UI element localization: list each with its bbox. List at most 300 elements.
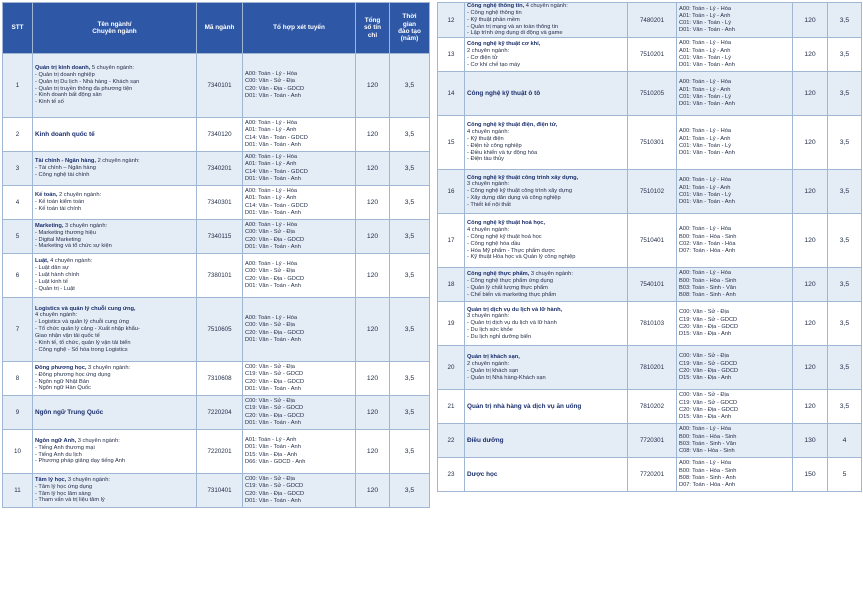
combo-cell	[243, 396, 356, 430]
specialization-item: - Công nghệ kỹ thuật công trình xây dựng	[467, 188, 572, 195]
combo-item: C00: Văn - Sử - Địa	[245, 476, 295, 483]
table-row	[438, 72, 862, 116]
major-count: 2 chuyên ngành:	[57, 192, 102, 199]
major-code: 7480201	[628, 3, 677, 38]
table-row	[438, 116, 862, 170]
combo-item: D01: Văn - Toán - Anh	[245, 282, 301, 289]
credits-value: 120	[793, 214, 828, 268]
combo-item: C20: Văn - Địa - GDCD	[679, 406, 739, 413]
major-cell	[465, 116, 628, 170]
combo-item: A01: Toán - Lý - Anh	[245, 161, 297, 168]
combo-cell	[677, 390, 793, 424]
combo-item: D15: Văn - Địa - Anh	[679, 330, 732, 337]
combo-item: C20: Văn - Địa - GDCD	[245, 329, 305, 336]
combo-item: B03: Toán - Sinh - Văn	[679, 440, 737, 447]
major-title: Công nghệ kỹ thuật cơ khí,	[467, 41, 541, 48]
duration-value: 3,5	[828, 116, 862, 170]
specialization-item: - Điện tử công nghiệp	[467, 142, 522, 149]
major-cell	[33, 152, 197, 186]
duration-value: 5	[828, 458, 862, 492]
header-major: Tên ngành/ Chuyên ngành	[33, 3, 197, 54]
specialization-item: - Quản trị truyền thông đa phương tiện	[35, 85, 133, 92]
credits-value: 120	[793, 170, 828, 214]
credits-value: 120	[356, 430, 390, 474]
row-number: 21	[438, 390, 465, 424]
major-cell	[465, 3, 628, 38]
combo-item: D01: Văn - Toán - Anh	[679, 149, 735, 156]
major-code: 7510301	[628, 116, 677, 170]
row-number: 11	[3, 474, 33, 508]
major-title: Tâm lý học,	[35, 476, 67, 483]
specialization-item: - Luật hành chính	[35, 272, 80, 279]
duration-value: 3,5	[390, 118, 430, 152]
row-number: 15	[438, 116, 465, 170]
major-count: 4 chuyên ngành:	[48, 258, 93, 265]
combo-item: D66: Văn - GDCD - Anh	[245, 458, 306, 465]
row-number: 23	[438, 458, 465, 492]
major-cell	[33, 430, 197, 474]
combo-item: D15: Văn - Địa - Anh	[245, 451, 298, 458]
major-title: Đông phương học,	[35, 364, 87, 371]
duration-value: 3,5	[390, 152, 430, 186]
combo-item: C00: Văn - Sử - Địa	[245, 268, 295, 275]
specialization-item: - Kế toán tài chính	[35, 205, 82, 212]
major-count: 3 chuyên ngành:	[86, 364, 131, 371]
major-title: Kế toán,	[35, 192, 58, 199]
specialization-item: - Quản trị - Luật	[35, 285, 75, 292]
combo-item: C20: Văn - Địa - GDCD	[245, 236, 305, 243]
combo-item: C08: Văn - Hóa - Sinh	[679, 447, 735, 454]
row-number: 3	[3, 152, 33, 186]
combo-item: C00: Văn - Sử - Địa	[245, 78, 295, 85]
major-count: 3 chuyên ngành:	[76, 437, 120, 444]
specialization-item: - Marketing thương hiệu	[35, 229, 96, 236]
major-cell	[465, 268, 628, 302]
combo-item: A00: Toán - Lý - Hóa	[679, 5, 732, 12]
row-number: 7	[3, 298, 33, 362]
specialization-item: - Kinh doanh bất động sản	[35, 92, 102, 99]
combo-item: A01: Toán - Lý - Anh	[245, 195, 297, 202]
combo-item: D01: Văn - Toán - Anh	[245, 209, 301, 216]
row-number: 19	[438, 302, 465, 346]
specialization-item: - Cơ điện tử	[467, 54, 498, 61]
combo-item: C20: Văn - Địa - GDCD	[245, 378, 305, 385]
credits-value: 120	[356, 152, 390, 186]
combo-item: C14: Văn - Toán - GDCD	[245, 168, 308, 175]
combo-cell	[243, 54, 356, 118]
major-cell	[33, 362, 197, 396]
combo-item: C20: Văn - Địa - GDCD	[245, 85, 305, 92]
major-title: Dược học	[467, 470, 498, 478]
specialization-item: - Tham vấn và trị liệu tâm lý	[35, 497, 105, 504]
major-code: 7340101	[197, 54, 243, 118]
major-count: 2 chuyên ngành:	[95, 158, 140, 165]
combo-item: A00: Toán - Lý - Hóa	[679, 128, 732, 135]
table-row	[438, 458, 862, 492]
combo-item: B08: Toán - Sinh - Anh	[679, 291, 736, 298]
specialization-item: - Luật kinh tế	[35, 278, 68, 285]
combo-item: D01: Văn - Toán - Anh	[245, 497, 301, 504]
admission-table-right	[437, 2, 862, 492]
combo-item: C00: Văn - Sử - Địa	[679, 353, 729, 360]
row-number: 16	[438, 170, 465, 214]
major-count: 3 chuyên ngành:	[66, 476, 110, 483]
table-row	[3, 186, 430, 220]
row-number: 6	[3, 254, 33, 298]
specialization-item: - Kỹ thuật phần mềm	[467, 16, 520, 23]
specialization-item: - Đông phương học ứng dụng	[35, 371, 111, 378]
table-row	[3, 396, 430, 430]
specialization-item: - Tâm lý học lâm sàng	[35, 490, 91, 497]
major-cell	[33, 118, 197, 152]
major-cell	[465, 38, 628, 72]
combo-item: C20: Văn - Địa - GDCD	[245, 490, 305, 497]
combo-item: A01: Toán - Lý - Anh	[679, 47, 731, 54]
table-row	[3, 430, 430, 474]
combo-item: A01: Toán - Lý - Anh	[679, 86, 731, 93]
major-cell	[33, 474, 197, 508]
combo-item: A00: Toán - Lý - Hóa	[245, 222, 298, 229]
major-code: 7510205	[628, 72, 677, 116]
major-code: 7340301	[197, 186, 243, 220]
major-title: Tài chính - Ngân hàng,	[35, 158, 96, 165]
combo-item: B00: Toán - Hóa - Sinh	[679, 233, 737, 240]
combo-item: C20: Văn - Địa - GDCD	[679, 323, 739, 330]
major-code: 7220204	[197, 396, 243, 430]
specialization-item: - Quản trị dịch vụ du lịch và lữ hành	[467, 320, 557, 327]
specialization-item: - Ngôn ngữ Hàn Quốc	[35, 385, 91, 392]
duration-value: 3,5	[390, 474, 430, 508]
table-row	[438, 214, 862, 268]
major-code: 7310608	[197, 362, 243, 396]
specialization-item: - Quản trị doanh nghiệp	[35, 71, 95, 78]
major-code: 7220201	[197, 430, 243, 474]
combo-item: B08: Toán - Sinh - Anh	[679, 474, 736, 481]
specialization-item: 3 chuyên ngành:	[467, 181, 510, 188]
combo-item: A00: Toán - Lý - Hóa	[679, 79, 732, 86]
specialization-item: - Điều khiển và tự động hóa	[467, 149, 538, 156]
specialization-item: - Công nghệ kỹ thuật hoá học	[467, 233, 542, 240]
combo-item: D07: Toán - Hóa - Anh	[679, 247, 736, 254]
table-row	[3, 362, 430, 396]
combo-item: C00: Văn - Sử - Địa	[679, 309, 729, 316]
combo-item: C19: Văn - Sử - GDCD	[679, 360, 738, 367]
specialization-item: - Công nghệ hóa dầu	[467, 240, 521, 247]
specialization-item: 4 chuyên ngành:	[467, 129, 510, 136]
combo-item: C02: Văn - Toán - Hóa	[679, 240, 736, 247]
duration-value: 3,5	[390, 186, 430, 220]
major-title: Kinh doanh quốc tế	[35, 130, 95, 138]
major-cell	[33, 54, 197, 118]
duration-value: 3,5	[390, 430, 430, 474]
duration-value: 3,5	[828, 268, 862, 302]
major-cell	[465, 170, 628, 214]
combo-item: A00: Toán - Lý - Hóa	[245, 188, 298, 195]
admission-table-left	[2, 2, 430, 508]
combo-item: D01: Văn - Toán - Anh	[679, 198, 735, 205]
major-count: 3 chuyên ngành:	[63, 222, 108, 229]
combo-cell	[677, 116, 793, 170]
major-code: 7340115	[197, 220, 243, 254]
major-cell	[465, 302, 628, 346]
duration-value: 3,5	[828, 38, 862, 72]
row-number: 13	[438, 38, 465, 72]
combo-item: D01: Văn - Toán - Anh	[245, 444, 301, 451]
table-row	[438, 390, 862, 424]
specialization-item: - Công nghệ tài chính	[35, 171, 90, 178]
combo-item: B00: Toán - Hóa - Sinh	[679, 277, 737, 284]
row-number: 9	[3, 396, 33, 430]
combo-cell	[243, 152, 356, 186]
combo-item: D15: Văn - Địa - Anh	[679, 374, 732, 381]
combo-item: A00: Toán - Lý - Hóa	[679, 177, 732, 184]
combo-cell	[243, 474, 356, 508]
duration-value: 3,5	[390, 254, 430, 298]
major-cell	[33, 254, 197, 298]
row-number: 18	[438, 268, 465, 302]
major-cell	[33, 396, 197, 430]
combo-item: C14: Văn - Toán - GDCD	[245, 134, 308, 141]
combo-item: A01: Toán - Lý - Anh	[679, 135, 731, 142]
row-number: 8	[3, 362, 33, 396]
specialization-item: - Tài chính – Ngân hàng	[35, 165, 96, 172]
combo-item: D01: Văn - Toán - Anh	[679, 100, 735, 107]
combo-item: A00: Toán - Lý - Hóa	[679, 226, 732, 233]
row-number: 10	[3, 430, 33, 474]
major-cell	[465, 390, 628, 424]
major-title: Công nghệ kỹ thuật công trình xây dựng,	[467, 174, 579, 181]
combo-cell	[677, 268, 793, 302]
specialization-item: - Chế biến và marketing thực phẩm	[467, 291, 557, 298]
combo-item: B00: Toán - Hóa - Sinh	[679, 467, 737, 474]
credits-value: 120	[793, 390, 828, 424]
major-code: 7310401	[197, 474, 243, 508]
major-title: Marketing,	[35, 222, 64, 229]
combo-item: A01: Toán - Lý - Anh	[245, 127, 297, 134]
combo-item: C00: Văn - Sử - Địa	[245, 398, 295, 405]
specialization-item: - Du lịch sức khỏe	[467, 327, 513, 334]
table-row	[438, 302, 862, 346]
credits-value: 120	[356, 362, 390, 396]
specialization-item: - Tâm lý học ứng dụng	[35, 483, 93, 490]
duration-value: 3,5	[828, 72, 862, 116]
major-title: Quản trị nhà hàng và dịch vụ ăn uống	[467, 402, 582, 410]
combo-item: D01: Văn - Toán - Anh	[245, 175, 301, 182]
credits-value: 120	[356, 396, 390, 430]
major-code: 7510201	[628, 38, 677, 72]
duration-value: 3,5	[828, 390, 862, 424]
combo-item: A00: Toán - Lý - Hóa	[679, 460, 732, 467]
combo-item: A00: Toán - Lý - Hóa	[245, 261, 298, 268]
header-combos: Tổ hợp xét tuyển	[243, 3, 356, 54]
table-row	[3, 54, 430, 118]
combo-item: C19: Văn - Sử - GDCD	[679, 399, 738, 406]
major-code: 7720301	[628, 424, 677, 458]
major-title: Điều dưỡng	[467, 436, 504, 444]
specialization-item: - Quản trị mạng và an toàn thông tin	[467, 23, 559, 30]
combo-item: C01: Văn - Toán - Lý	[679, 20, 732, 27]
specialization-item: - Công nghệ thực phẩm ứng dụng	[467, 277, 554, 284]
combo-cell	[243, 220, 356, 254]
combo-item: C00: Văn - Sử - Địa	[245, 364, 295, 371]
combo-item: A01: Toán - Lý - Anh	[679, 12, 731, 19]
row-number: 22	[438, 424, 465, 458]
major-title: Công nghệ thông tin,	[467, 3, 525, 9]
row-number: 1	[3, 54, 33, 118]
specialization-item: - Tiếng Anh thương mại	[35, 444, 95, 451]
combo-item: A00: Toán - Lý - Hóa	[245, 315, 298, 322]
combo-item: B00: Toán - Hóa - Sinh	[679, 433, 737, 440]
specialization-item: 2 chuyên ngành:	[467, 360, 510, 367]
major-code: 7510102	[628, 170, 677, 214]
specialization-item: - Kinh tế, tổ chức, quản lý vận tải biển	[35, 339, 131, 346]
credits-value: 120	[793, 38, 828, 72]
credits-value: 120	[356, 474, 390, 508]
major-title: Công nghệ kỹ thuật hoá học,	[467, 220, 546, 227]
combo-item: C14: Văn - Toán - GDCD	[245, 202, 308, 209]
table-row	[3, 298, 430, 362]
combo-item: C20: Văn - Địa - GDCD	[245, 412, 305, 419]
credits-value: 130	[793, 424, 828, 458]
specialization-item: - Điện tàu thủy	[467, 156, 504, 163]
combo-cell	[677, 170, 793, 214]
specialization-item: - Công nghệ thông tin	[467, 9, 522, 16]
duration-value: 3,5	[828, 302, 862, 346]
major-title: Quản trị kinh doanh,	[35, 64, 91, 71]
specialization-item: - Marketing và tổ chức sự kiện	[35, 243, 112, 250]
combo-item: C19: Văn - Sử - GDCD	[679, 316, 738, 323]
credits-value: 120	[793, 116, 828, 170]
header-duration: Thời gian đào tạo (năm)	[390, 3, 430, 54]
credits-value: 120	[356, 254, 390, 298]
combo-item: D01: Văn - Toán - Anh	[245, 336, 301, 343]
credits-value: 120	[793, 346, 828, 390]
duration-value: 3,5	[390, 54, 430, 118]
major-code: 7510605	[197, 298, 243, 362]
duration-value: 3,5	[390, 396, 430, 430]
combo-item: A00: Toán - Lý - Hóa	[245, 120, 298, 127]
credits-value: 120	[793, 268, 828, 302]
specialization-item: Giao nhận vận tải quốc tế	[35, 332, 100, 339]
specialization-item: - Digital Marketing	[35, 236, 81, 243]
duration-value: 3,5	[390, 362, 430, 396]
major-code: 7340120	[197, 118, 243, 152]
row-number: 17	[438, 214, 465, 268]
combo-cell	[243, 254, 356, 298]
major-title: Công nghệ thực phẩm,	[467, 271, 530, 278]
table-header-row	[3, 3, 430, 54]
combo-cell	[243, 298, 356, 362]
credits-value: 120	[793, 302, 828, 346]
specialization-item: - Quản lý chất lượng thực phẩm	[467, 284, 548, 291]
combo-cell	[677, 302, 793, 346]
specialization-item: - Kinh tế số	[35, 99, 64, 106]
table-row	[3, 474, 430, 508]
combo-item: A01: Toán - Lý - Anh	[245, 437, 297, 444]
combo-item: C19: Văn - Sử - GDCD	[245, 483, 304, 490]
credits-value: 120	[356, 54, 390, 118]
specialization-item: 3 chuyên ngành:	[467, 313, 510, 320]
credits-value: 120	[356, 118, 390, 152]
combo-item: C20: Văn - Địa - GDCD	[679, 367, 739, 374]
combo-item: A00: Toán - Lý - Hóa	[245, 154, 298, 161]
duration-value: 3,5	[828, 170, 862, 214]
major-title: Quản trị khách sạn,	[467, 354, 520, 361]
specialization-item: - Cơ khí chế tạo máy	[467, 61, 521, 68]
major-title: Logistics và quản lý chuỗi cung ứng,	[35, 305, 136, 312]
combo-cell	[243, 186, 356, 220]
specialization-item: - Kế toán kiểm toán	[35, 199, 85, 206]
major-cell	[33, 186, 197, 220]
table-row	[3, 254, 430, 298]
credits-value: 120	[356, 298, 390, 362]
specialization-item: 2 chuyên ngành:	[467, 47, 510, 54]
major-title: Công nghệ kỹ thuật ô tô	[467, 89, 541, 97]
duration-value: 4	[828, 424, 862, 458]
row-number: 4	[3, 186, 33, 220]
specialization-item: - Logistics và quản lý chuỗi cung ứng	[35, 319, 129, 326]
combo-item: D01: Văn - Toán - Anh	[245, 141, 301, 148]
major-cell	[465, 458, 628, 492]
combo-item: A00: Toán - Lý - Hóa	[679, 426, 732, 433]
combo-item: D15: Văn - Địa - Anh	[679, 413, 732, 420]
combo-cell	[243, 118, 356, 152]
combo-item: C01: Văn - Toán - Lý	[679, 54, 732, 61]
combo-item: A00: Toán - Lý - Hóa	[679, 270, 732, 277]
duration-value: 3,5	[828, 3, 862, 38]
table-row	[438, 346, 862, 390]
row-number: 14	[438, 72, 465, 116]
combo-cell	[677, 72, 793, 116]
combo-item: C00: Văn - Sử - Địa	[679, 392, 729, 399]
major-cell	[465, 214, 628, 268]
major-cell	[465, 346, 628, 390]
header-credits: Tổng số tín chỉ	[356, 3, 390, 54]
major-code: 7720201	[628, 458, 677, 492]
combo-item: C01: Văn - Toán - Lý	[679, 191, 732, 198]
row-number: 20	[438, 346, 465, 390]
major-code: 7510401	[628, 214, 677, 268]
specialization-item: 4 chuyên ngành:	[467, 227, 510, 234]
specialization-item: - Quản trị Du lịch - Nhà hàng - Khách sạn	[35, 78, 140, 85]
duration-value: 3,5	[828, 214, 862, 268]
major-title: Luật,	[35, 258, 49, 265]
major-title: Ngôn ngữ Trung Quốc	[35, 408, 104, 416]
combo-item: C19: Văn - Sử - GDCD	[245, 405, 304, 412]
major-cell	[33, 220, 197, 254]
major-title: Ngôn ngữ Anh,	[35, 437, 77, 444]
major-count: 4 chuyên ngành:	[524, 3, 568, 9]
duration-value: 3,5	[390, 220, 430, 254]
major-code: 7810103	[628, 302, 677, 346]
combo-item: D01: Văn - Toán - Anh	[679, 61, 735, 68]
major-title: Công nghệ kỹ thuật điện, điện tử,	[467, 122, 558, 129]
specialization-item: - Luật dân sự	[35, 265, 69, 272]
combo-item: D07: Toán - Hóa - Anh	[679, 481, 736, 488]
specialization-item: - Xây dựng dân dụng và công nghiệp	[467, 195, 561, 202]
combo-item: D01: Văn - Toán - Anh	[679, 27, 735, 34]
table-row	[3, 152, 430, 186]
major-count: 5 chuyên ngành:	[90, 64, 134, 71]
specialization-item: - Thiết kế nội thất	[467, 201, 511, 208]
combo-item: D01: Văn - Toán - Anh	[245, 243, 301, 250]
specialization-item: - Tiếng Anh du lịch	[35, 451, 82, 458]
combo-item: D01: Văn - Toán - Anh	[245, 419, 301, 426]
duration-value: 3,5	[828, 346, 862, 390]
major-code: 7540101	[628, 268, 677, 302]
table-row	[438, 38, 862, 72]
table-row	[438, 3, 862, 38]
